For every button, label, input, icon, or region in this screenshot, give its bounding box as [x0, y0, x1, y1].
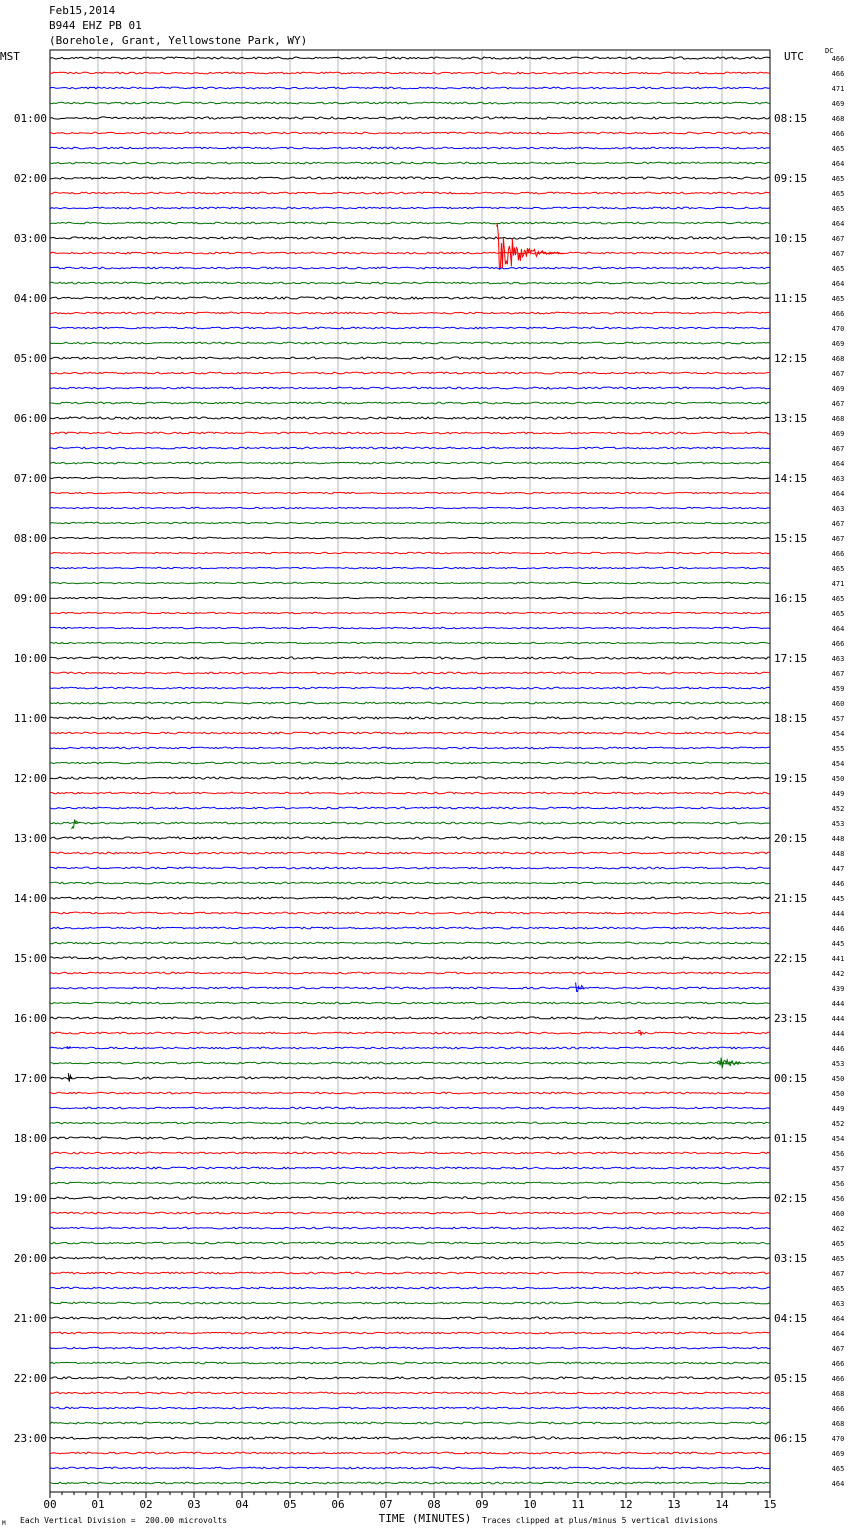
x-axis-title: TIME (MINUTES) [378, 1512, 472, 1525]
dc-offset-label: 464 [831, 490, 845, 498]
trace-row [50, 927, 770, 929]
trace-row [50, 537, 770, 538]
trace-row [50, 417, 770, 419]
left-hour-label: 18:00 [13, 1132, 47, 1145]
trace-row [50, 1452, 770, 1454]
trace-row [50, 252, 770, 254]
trace-row [50, 702, 770, 704]
dc-offset-label: 444 [831, 910, 845, 918]
dc-offset-label: 465 [831, 175, 845, 183]
trace-row [50, 1032, 770, 1034]
right-hour-label: 14:15 [774, 472, 808, 485]
dc-offset-label: 444 [831, 1000, 845, 1008]
left-hour-label: 16:00 [13, 1012, 47, 1025]
dc-offset-label: 467 [831, 1345, 845, 1353]
trace-row [50, 177, 770, 179]
x-tick-label: 03 [187, 1498, 201, 1511]
trace-row [50, 807, 770, 809]
dc-offset-label: 468 [831, 1390, 845, 1398]
right-hour-label: 15:15 [774, 532, 808, 545]
trace-row [50, 207, 770, 209]
dc-offset-label: 467 [831, 1270, 845, 1278]
trace-row [50, 1407, 770, 1409]
dc-offset-label: 469 [831, 430, 845, 438]
left-hour-label: 10:00 [13, 652, 47, 665]
dc-offset-label: 439 [831, 985, 845, 993]
dc-offset-label: 442 [831, 970, 845, 978]
trace-row [50, 402, 770, 404]
dc-offset-label: 464 [831, 1330, 845, 1338]
trace-row [50, 1047, 770, 1049]
dc-offset-label: 466 [831, 640, 845, 648]
left-hour-label: 07:00 [13, 472, 47, 485]
x-tick-label: 07 [379, 1498, 393, 1511]
dc-offset-label: 447 [831, 865, 845, 873]
x-tick-label: 12 [619, 1498, 633, 1511]
dc-offset-label: 460 [831, 700, 845, 708]
trace-row [50, 837, 770, 839]
trace-row [50, 192, 770, 194]
dc-offset-label: 467 [831, 520, 845, 528]
left-hour-label: 17:00 [13, 1072, 47, 1085]
trace-row [50, 732, 770, 734]
dc-offset-label: 454 [831, 760, 845, 768]
dc-offset-label: 460 [831, 1210, 845, 1218]
dc-column-header: DC [825, 47, 834, 55]
left-hour-label: 20:00 [13, 1252, 47, 1265]
dc-offset-label: 468 [831, 415, 845, 423]
left-hour-label: 12:00 [13, 772, 47, 785]
trace-row [50, 462, 770, 464]
trace-row [50, 657, 770, 659]
dc-offset-label: 466 [831, 1360, 845, 1368]
x-tick-label: 13 [667, 1498, 681, 1511]
trace-row [50, 297, 770, 299]
trace-row [50, 747, 770, 749]
dc-offset-label: 464 [831, 160, 845, 168]
dc-offset-label: 463 [831, 655, 845, 663]
dc-offset-label: 456 [831, 1180, 845, 1188]
trace-row [50, 1002, 770, 1004]
left-hour-label: 23:00 [13, 1432, 47, 1445]
right-hour-label: 11:15 [774, 292, 808, 305]
trace-row [50, 432, 770, 434]
left-timezone-label: MST [0, 50, 20, 63]
right-hour-label: 04:15 [774, 1312, 808, 1325]
trace-row [50, 387, 770, 389]
dc-offset-label: 454 [831, 1135, 845, 1143]
right-hour-label: 18:15 [774, 712, 808, 725]
trace-row [50, 1167, 770, 1169]
right-hour-label: 03:15 [774, 1252, 808, 1265]
dc-offset-label: 466 [831, 130, 845, 138]
left-hour-label: 13:00 [13, 832, 47, 845]
trace-row [50, 1317, 770, 1319]
dc-offset-label: 466 [831, 55, 845, 63]
trace-row [50, 1347, 770, 1349]
right-hour-label: 19:15 [774, 772, 808, 785]
trace-row [50, 1302, 770, 1304]
dc-offset-label: 466 [831, 1375, 845, 1383]
dc-offset-label: 466 [831, 1405, 845, 1413]
right-hour-label: 01:15 [774, 1132, 808, 1145]
left-hour-label: 03:00 [13, 232, 47, 245]
trace-row [50, 672, 770, 674]
dc-offset-label: 470 [831, 325, 845, 333]
left-hour-label: 05:00 [13, 352, 47, 365]
trace-row [50, 507, 770, 508]
trace-row [50, 1107, 770, 1109]
trace-row [50, 1227, 770, 1229]
right-hour-label: 21:15 [774, 892, 808, 905]
dc-offset-label: 444 [831, 1030, 845, 1038]
x-tick-label: 14 [715, 1498, 729, 1511]
left-hour-label: 01:00 [13, 112, 47, 125]
trace-row [50, 477, 770, 478]
trace-row [50, 1182, 770, 1184]
dc-offset-label: 469 [831, 1450, 845, 1458]
right-hour-label: 13:15 [774, 412, 808, 425]
x-tick-label: 02 [139, 1498, 153, 1511]
dc-offset-label: 470 [831, 1435, 845, 1443]
chart-date: Feb15,2014 [49, 4, 116, 17]
station-code: B944 EHZ PB 01 [49, 19, 142, 32]
dc-offset-label: 468 [831, 1420, 845, 1428]
trace-row [50, 132, 770, 134]
dc-offset-label: 467 [831, 670, 845, 678]
dc-offset-label: 471 [831, 580, 845, 588]
plot-frame [50, 50, 770, 1492]
left-hour-label: 04:00 [13, 292, 47, 305]
trace-row [50, 1437, 770, 1439]
dc-offset-label: 467 [831, 250, 845, 258]
dc-offset-label: 449 [831, 790, 845, 798]
trace-row [50, 897, 770, 899]
trace-row [50, 1152, 770, 1154]
trace-row [50, 447, 770, 449]
trace-row [50, 1137, 770, 1139]
dc-offset-label: 454 [831, 730, 845, 738]
dc-offset-label: 455 [831, 745, 845, 753]
trace-row [50, 312, 770, 314]
trace-row [50, 1062, 770, 1064]
left-hour-label: 06:00 [13, 412, 47, 425]
trace-row [50, 1077, 770, 1079]
dc-offset-label: 467 [831, 535, 845, 543]
dc-offset-label: 469 [831, 100, 845, 108]
trace-row [50, 1332, 770, 1334]
dc-offset-label: 444 [831, 1015, 845, 1023]
dc-offset-label: 456 [831, 1195, 845, 1203]
trace-row [50, 567, 770, 568]
trace-row [50, 342, 770, 344]
dc-offset-label: 450 [831, 1090, 845, 1098]
trace-row [50, 522, 770, 523]
x-tick-label: 00 [43, 1498, 57, 1511]
dc-offset-label: 465 [831, 595, 845, 603]
dc-offset-label: 465 [831, 265, 845, 273]
trace-row [50, 1122, 770, 1124]
right-hour-label: 17:15 [774, 652, 808, 665]
corner-mark: M [2, 1520, 6, 1527]
dc-offset-label: 468 [831, 115, 845, 123]
dc-offset-label: 469 [831, 385, 845, 393]
right-hour-label: 22:15 [774, 952, 808, 965]
trace-row [50, 1467, 770, 1469]
trace-row [50, 162, 770, 164]
dc-offset-label: 467 [831, 400, 845, 408]
x-tick-label: 04 [235, 1498, 249, 1511]
dc-offset-label: 464 [831, 460, 845, 468]
trace-row [50, 867, 770, 869]
trace-row [50, 1242, 770, 1244]
right-hour-label: 08:15 [774, 112, 808, 125]
trace-row [50, 957, 770, 959]
trace-row [50, 612, 770, 613]
trace-row [50, 882, 770, 884]
right-hour-label: 06:15 [774, 1432, 808, 1445]
left-hour-label: 19:00 [13, 1192, 47, 1205]
trace-row [50, 792, 770, 794]
dc-offset-label: 466 [831, 70, 845, 78]
dc-offset-label: 464 [831, 220, 845, 228]
trace-row [50, 912, 770, 914]
seismic-event [68, 1073, 72, 1082]
dc-offset-label: 445 [831, 895, 845, 903]
right-hour-label: 00:15 [774, 1072, 808, 1085]
trace-row [50, 282, 770, 284]
trace-row [50, 102, 770, 104]
dc-offset-label: 464 [831, 1480, 845, 1488]
trace-row [50, 1197, 770, 1199]
left-hour-label: 21:00 [13, 1312, 47, 1325]
dc-offset-label: 465 [831, 1255, 845, 1263]
trace-row [50, 357, 770, 359]
trace-row [50, 552, 770, 553]
dc-offset-label: 465 [831, 145, 845, 153]
x-tick-label: 15 [763, 1498, 777, 1511]
right-hour-label: 09:15 [774, 172, 808, 185]
dc-offset-label: 466 [831, 310, 845, 318]
seismic-event [72, 819, 79, 829]
dc-offset-label: 463 [831, 1300, 845, 1308]
trace-row [50, 267, 770, 269]
clip-note: Traces clipped at plus/minus 5 vertical divisions [482, 1516, 719, 1525]
trace-row [50, 492, 770, 493]
trace-row [50, 777, 770, 779]
dc-offset-label: 453 [831, 820, 845, 828]
dc-offset-label: 450 [831, 775, 845, 783]
trace-row [50, 627, 770, 628]
dc-offset-label: 441 [831, 955, 845, 963]
dc-offset-label: 445 [831, 940, 845, 948]
dc-offset-label: 452 [831, 805, 845, 813]
left-hour-label: 14:00 [13, 892, 47, 905]
dc-offset-label: 465 [831, 565, 845, 573]
trace-row [50, 942, 770, 944]
right-hour-label: 23:15 [774, 1012, 808, 1025]
left-hour-label: 08:00 [13, 532, 47, 545]
dc-offset-label: 446 [831, 1045, 845, 1053]
trace-row [50, 1212, 770, 1214]
left-hour-label: 09:00 [13, 592, 47, 605]
left-hour-label: 22:00 [13, 1372, 47, 1385]
trace-row [50, 1392, 770, 1394]
dc-offset-label: 448 [831, 850, 845, 858]
trace-row [50, 1257, 770, 1259]
dc-offset-label: 464 [831, 1315, 845, 1323]
right-timezone-label: UTC [784, 50, 804, 63]
trace-row [50, 1092, 770, 1094]
trace-row [50, 1422, 770, 1424]
trace-row [50, 852, 770, 854]
dc-offset-label: 457 [831, 715, 845, 723]
trace-row [50, 717, 770, 719]
trace-row [50, 372, 770, 374]
trace-row [50, 1287, 770, 1289]
dc-offset-label: 466 [831, 550, 845, 558]
x-tick-label: 01 [91, 1498, 105, 1511]
dc-offset-label: 453 [831, 1060, 845, 1068]
dc-offset-label: 459 [831, 685, 845, 693]
trace-row [50, 237, 770, 239]
left-hour-label: 15:00 [13, 952, 47, 965]
trace-row [50, 1272, 770, 1274]
dc-offset-label: 465 [831, 205, 845, 213]
trace-row [50, 147, 770, 149]
dc-offset-label: 465 [831, 1285, 845, 1293]
dc-offset-label: 467 [831, 370, 845, 378]
right-hour-label: 12:15 [774, 352, 808, 365]
dc-offset-label: 471 [831, 85, 845, 93]
trace-row [50, 687, 770, 689]
dc-offset-label: 449 [831, 1105, 845, 1113]
trace-row [50, 72, 770, 74]
left-hour-label: 02:00 [13, 172, 47, 185]
dc-offset-label: 465 [831, 190, 845, 198]
scale-note: Each Vertical Division = 200.00 microvolts [20, 1516, 228, 1525]
trace-row [50, 972, 770, 974]
trace-row [50, 987, 770, 989]
dc-offset-label: 462 [831, 1225, 845, 1233]
dc-offset-label: 467 [831, 235, 845, 243]
dc-offset-label: 452 [831, 1120, 845, 1128]
station-location: (Borehole, Grant, Yellowstone Park, WY) [49, 34, 308, 47]
right-hour-label: 16:15 [774, 592, 808, 605]
x-tick-label: 10 [523, 1498, 537, 1511]
dc-offset-label: 446 [831, 880, 845, 888]
dc-offset-label: 448 [831, 835, 845, 843]
dc-offset-label: 446 [831, 925, 845, 933]
trace-row [50, 222, 770, 224]
trace-row [50, 762, 770, 764]
trace-row [50, 597, 770, 598]
trace-row [50, 117, 770, 119]
right-hour-label: 10:15 [774, 232, 808, 245]
trace-row [50, 1017, 770, 1019]
dc-offset-label: 463 [831, 475, 845, 483]
left-hour-label: 11:00 [13, 712, 47, 725]
trace-row [50, 582, 770, 583]
trace-row [50, 87, 770, 89]
trace-row [50, 327, 770, 329]
dc-offset-label: 468 [831, 355, 845, 363]
x-tick-label: 11 [571, 1498, 585, 1511]
dc-offset-label: 456 [831, 1150, 845, 1158]
seismic-event [576, 982, 585, 991]
trace-row [50, 1362, 770, 1364]
trace-row [50, 822, 770, 824]
dc-offset-label: 457 [831, 1165, 845, 1173]
dc-offset-label: 464 [831, 280, 845, 288]
x-tick-label: 06 [331, 1498, 345, 1511]
right-hour-label: 20:15 [774, 832, 808, 845]
x-tick-label: 09 [475, 1498, 489, 1511]
dc-offset-label: 464 [831, 625, 845, 633]
right-hour-label: 02:15 [774, 1192, 808, 1205]
trace-row [50, 57, 770, 59]
trace-row [50, 1377, 770, 1379]
dc-offset-label: 465 [831, 1465, 845, 1473]
right-hour-label: 05:15 [774, 1372, 808, 1385]
dc-offset-label: 465 [831, 610, 845, 618]
trace-row [50, 642, 770, 643]
dc-offset-label: 450 [831, 1075, 845, 1083]
dc-offset-label: 463 [831, 505, 845, 513]
dc-offset-label: 465 [831, 1240, 845, 1248]
dc-offset-label: 467 [831, 445, 845, 453]
x-tick-label: 05 [283, 1498, 297, 1511]
x-tick-label: 08 [427, 1498, 441, 1511]
trace-row [50, 1482, 770, 1484]
dc-offset-label: 469 [831, 340, 845, 348]
dc-offset-label: 465 [831, 295, 845, 303]
